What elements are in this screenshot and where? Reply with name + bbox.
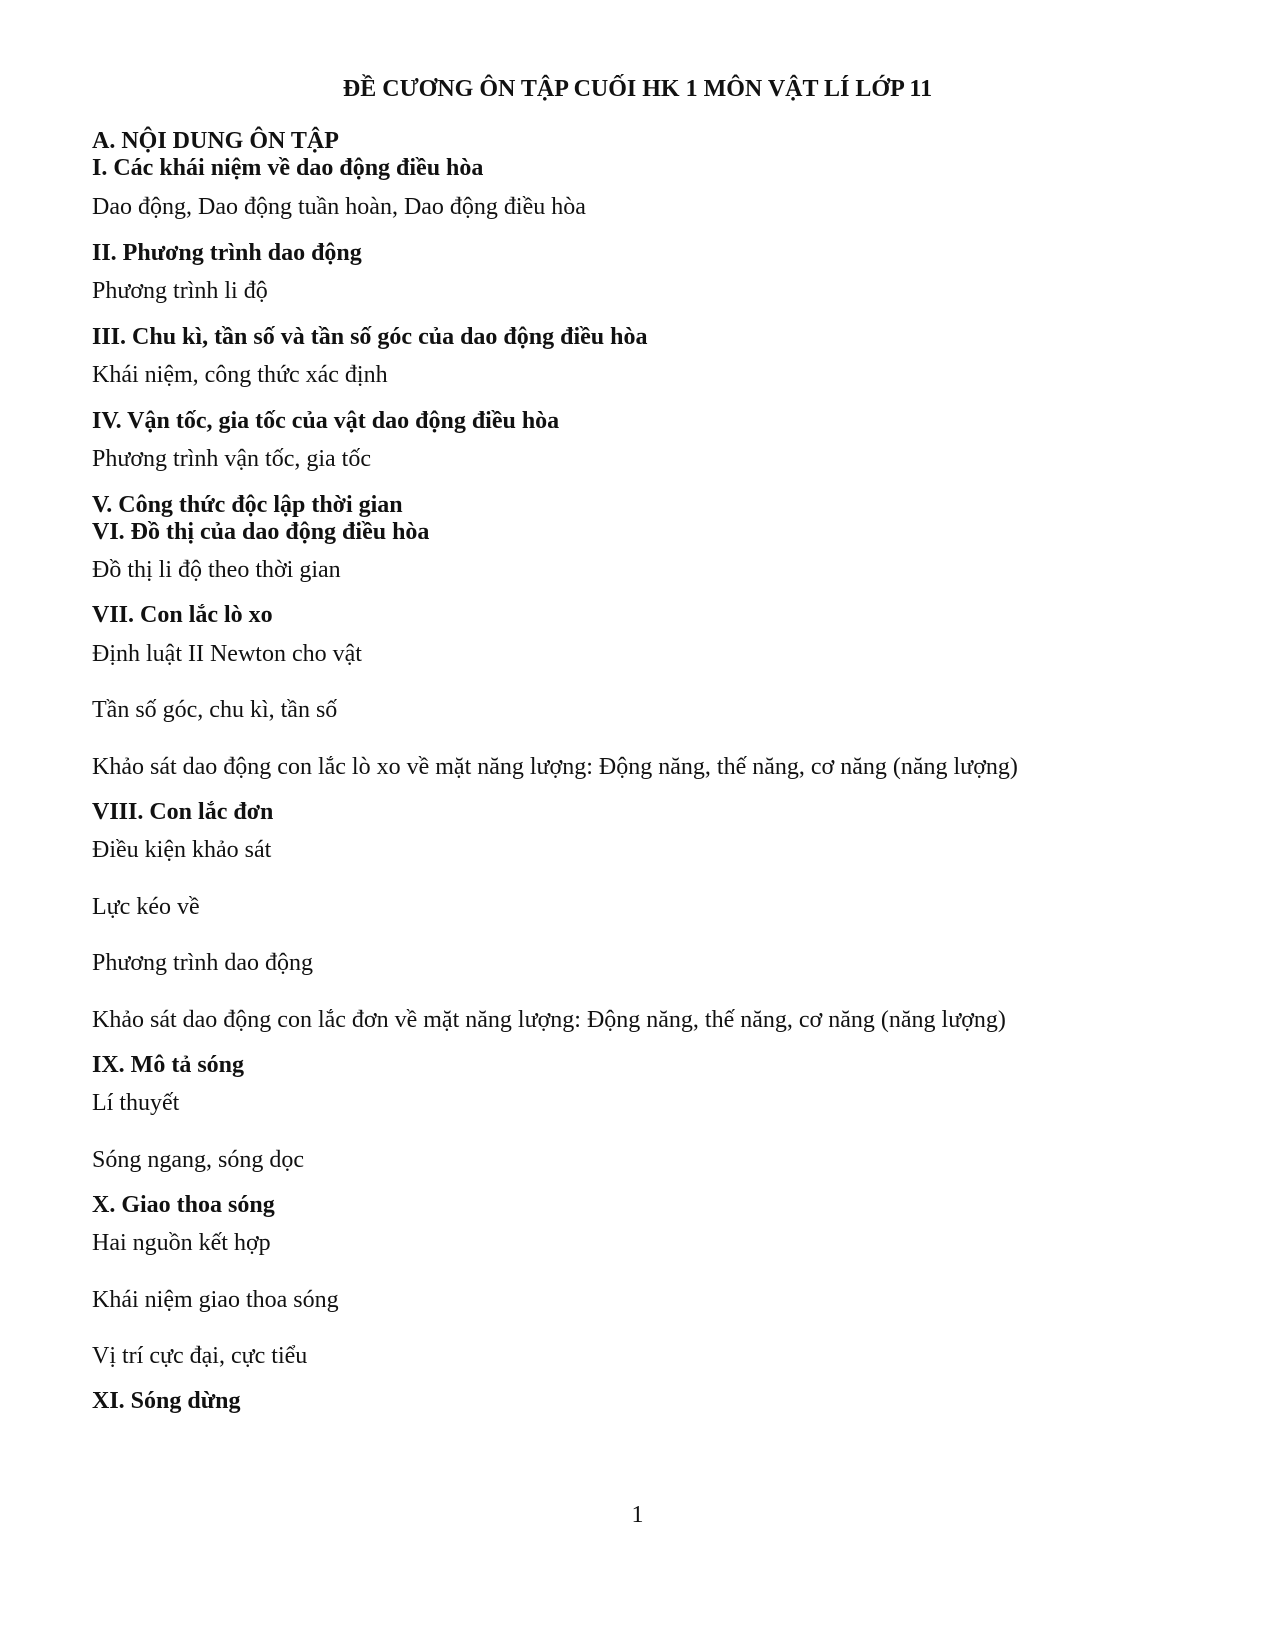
section-heading: XI. Sóng dừng: [92, 1388, 241, 1414]
body-text: Phương trình vận tốc, gia tốc: [92, 446, 371, 472]
body-text: Vị trí cực đại, cực tiểu: [92, 1343, 308, 1369]
section-heading: X. Giao thoa sóng: [92, 1192, 275, 1218]
body-text: Điều kiện khảo sát: [92, 837, 272, 863]
section-heading: II. Phương trình dao động: [92, 240, 362, 266]
body-text: Lực kéo về: [92, 894, 200, 920]
page-number: 1: [631, 1502, 644, 1528]
body-text: Khái niệm giao thoa sóng: [92, 1287, 339, 1313]
document-title: ĐỀ CƯƠNG ÔN TẬP CUỐI HK 1 MÔN VẬT LÍ LỚP 11: [342, 76, 933, 102]
body-text: Khảo sát dao động con lắc đơn về mặt năng lượng: Động năng, thế năng, cơ năng (năng lượng): [92, 1007, 1006, 1033]
section-heading: V. Công thức độc lập thời gian: [92, 492, 403, 518]
section-heading: VII. Con lắc lò xo: [92, 602, 273, 628]
body-text: Sóng ngang, sóng dọc: [92, 1147, 304, 1173]
body-text: Khảo sát dao động con lắc lò xo về mặt năng lượng: Động năng, thế năng, cơ năng (năng lượng): [92, 754, 1018, 780]
section-heading: I. Các khái niệm về dao động điều hòa: [92, 155, 484, 181]
section-heading: VI. Đồ thị của dao động điều hòa: [92, 519, 430, 545]
body-text: Tần số góc, chu kì, tần số: [92, 697, 338, 723]
body-text: Hai nguồn kết hợp: [92, 1230, 271, 1256]
section-heading: IV. Vận tốc, gia tốc của vật dao động điều hòa: [92, 408, 560, 434]
body-text: Đồ thị li độ theo thời gian: [92, 557, 341, 583]
section-heading: VIII. Con lắc đơn: [92, 799, 274, 825]
section-heading: IX. Mô tả sóng: [92, 1052, 245, 1078]
body-text: Khái niệm, công thức xác định: [92, 362, 388, 388]
section-heading: III. Chu kì, tần số và tần số góc của dao động điều hòa: [92, 324, 648, 350]
body-text: Phương trình li độ: [92, 278, 268, 304]
body-text: Dao động, Dao động tuần hoàn, Dao động điều hòa: [92, 194, 586, 220]
body-text: Lí thuyết: [92, 1090, 180, 1116]
section-heading: A. NỘI DUNG ÔN TẬP: [92, 128, 339, 154]
body-text: Định luật II Newton cho vật: [92, 641, 362, 667]
body-text: Phương trình dao động: [92, 950, 314, 976]
